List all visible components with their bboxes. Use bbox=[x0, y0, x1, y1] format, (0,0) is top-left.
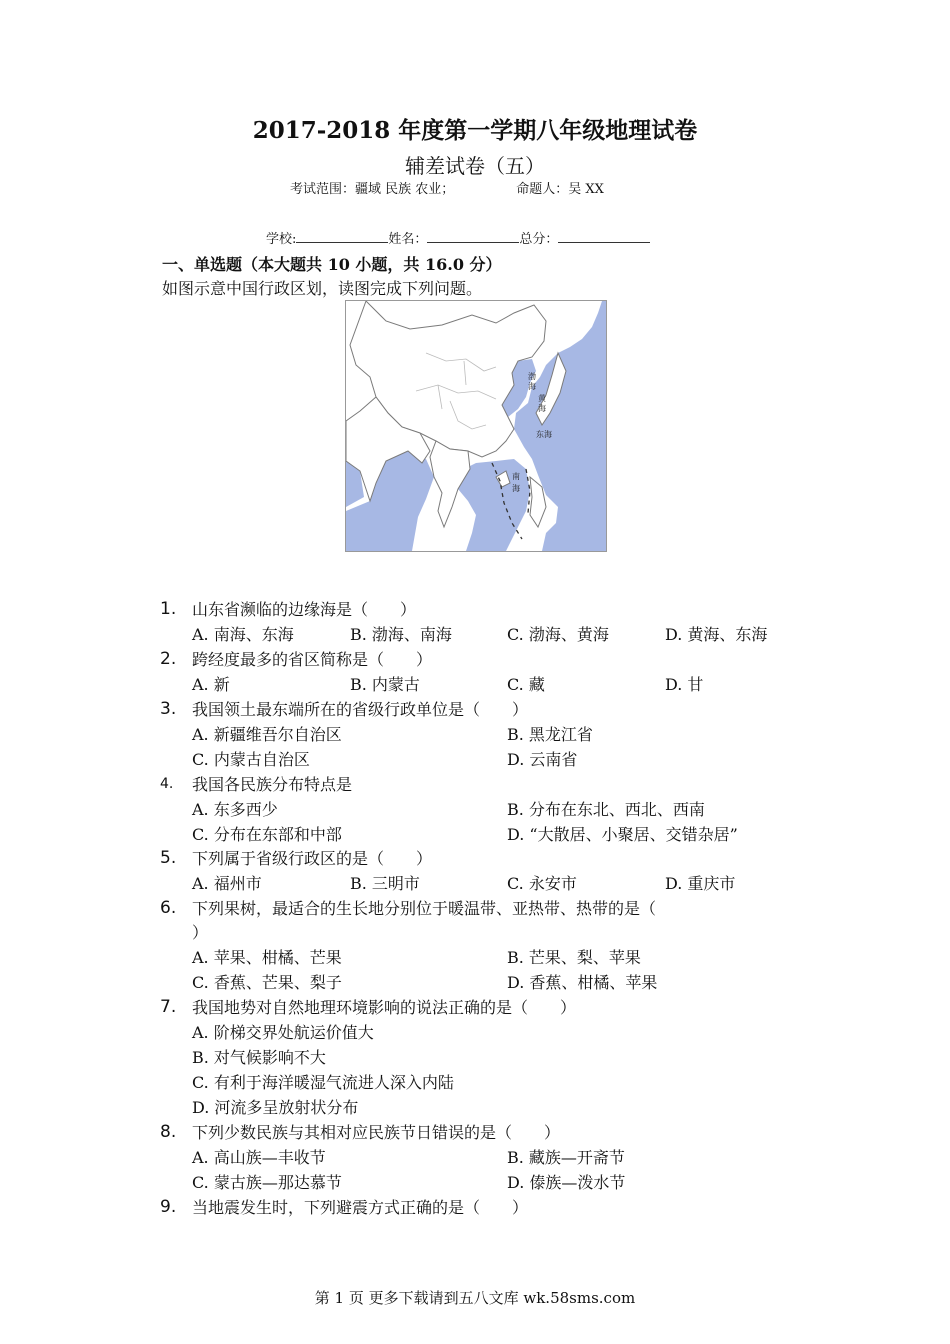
map-label-donghai: 东海 bbox=[536, 430, 552, 439]
score-blank[interactable] bbox=[558, 230, 650, 243]
map-label-nan-hai: 海 bbox=[512, 484, 520, 493]
q8-option-b[interactable]: B. 藏族—开斋节 bbox=[507, 1148, 625, 1167]
question-number: 5. bbox=[160, 848, 177, 868]
section-heading bbox=[162, 252, 502, 275]
section-desc: （本大题共 10 小题，共 16.0 分） bbox=[242, 255, 502, 274]
q7-option-b[interactable]: B. 对气候影响不大 bbox=[192, 1048, 326, 1067]
q8-option-c[interactable]: C. 蒙古族—那达慕节 bbox=[192, 1173, 342, 1192]
question-text: 我国地势对自然地理环境影响的说法正确的是（ ） bbox=[192, 998, 577, 1017]
student-info-fields bbox=[266, 228, 650, 247]
section-intro: 如图示意中国行政区划，读图完成下列问题。 bbox=[162, 279, 483, 298]
q6-option-a[interactable]: A. 苹果、柑橘、芒果 bbox=[192, 948, 342, 967]
exam-meta bbox=[290, 178, 604, 197]
q7-option-c[interactable]: C. 有利于海洋暖湿气流进人深入内陆 bbox=[192, 1073, 454, 1092]
map-label-huang-hai: 海 bbox=[538, 404, 546, 413]
q3-option-b[interactable]: B. 黑龙江省 bbox=[507, 725, 593, 744]
q7-option-d[interactable]: D. 河流多呈放射状分布 bbox=[192, 1098, 359, 1117]
q6-option-c[interactable]: C. 香蕉、芒果、梨子 bbox=[192, 973, 342, 992]
question-number: 2. bbox=[160, 649, 177, 669]
q5-option-c[interactable]: C. 永安市 bbox=[507, 874, 577, 893]
exam-title: 2017-2018 年度第一学期八年级地理试卷 bbox=[252, 117, 698, 144]
question-number: 7. bbox=[160, 997, 177, 1017]
name-blank[interactable] bbox=[427, 230, 519, 243]
question-number: 1. bbox=[160, 599, 177, 619]
q6-option-d[interactable]: D. 香蕉、柑橘、苹果 bbox=[507, 973, 658, 992]
map-label-nan: 南 bbox=[512, 472, 520, 481]
q6-option-b[interactable]: B. 芒果、梨、苹果 bbox=[507, 948, 641, 967]
q2-option-a[interactable]: A. 新 bbox=[192, 675, 230, 694]
q3-option-d[interactable]: D. 云南省 bbox=[507, 750, 578, 769]
map-graphic bbox=[346, 301, 606, 551]
q1-option-b[interactable]: B. 渤海、南海 bbox=[350, 625, 452, 644]
question-number: 4. bbox=[160, 776, 174, 792]
q4-option-d[interactable]: D. “大散居、小聚居、交错杂居” bbox=[507, 825, 738, 844]
question-text: 我国领土最东端所在的省级行政单位是（ ） bbox=[192, 700, 529, 719]
question-text: 跨经度最多的省区简称是（ ） bbox=[192, 650, 433, 669]
question-text: 下列少数民族与其相对应民族节日错误的是（ ） bbox=[192, 1123, 561, 1142]
q5-option-a[interactable]: A. 福州市 bbox=[192, 874, 262, 893]
map-label-huang: 黄 bbox=[538, 394, 546, 403]
q2-option-d[interactable]: D. 甘 bbox=[665, 675, 704, 694]
name-label: 姓名： bbox=[388, 232, 428, 247]
question-text: 下列属于省级行政区的是（ ） bbox=[192, 849, 433, 868]
school-label: 学校: bbox=[266, 232, 297, 247]
question-number: 9. bbox=[160, 1197, 177, 1217]
q7-option-a[interactable]: A. 阶梯交界处航运价值大 bbox=[192, 1023, 374, 1042]
q4-option-c[interactable]: C. 分布在东部和中部 bbox=[192, 825, 342, 844]
q2-option-b[interactable]: B. 内蒙古 bbox=[350, 675, 420, 694]
q5-option-d[interactable]: D. 重庆市 bbox=[665, 874, 736, 893]
exam-subtitle: 辅差试卷（五） bbox=[405, 154, 545, 178]
score-label: 总分： bbox=[519, 232, 559, 247]
question-number: 6. bbox=[160, 898, 177, 918]
q4-option-a[interactable]: A. 东多西少 bbox=[192, 800, 278, 819]
q1-option-c[interactable]: C. 渤海、黄海 bbox=[507, 625, 609, 644]
question-6-continued: ） bbox=[192, 923, 209, 942]
q4-option-b[interactable]: B. 分布在东北、西北、西南 bbox=[507, 800, 705, 819]
q8-option-a[interactable]: A. 高山族—丰收节 bbox=[192, 1148, 326, 1167]
question-text: 当地震发生时，下列避震方式正确的是（ ） bbox=[192, 1198, 529, 1217]
exam-author: 命题人：吴 XX bbox=[516, 182, 604, 197]
question-number: 8. bbox=[160, 1122, 177, 1142]
question-text: 我国各民族分布特点是 bbox=[192, 775, 353, 794]
section-title: 一、单选题 bbox=[162, 255, 243, 274]
china-admin-map bbox=[345, 300, 607, 552]
map-label-bo: 渤 bbox=[528, 372, 536, 381]
q8-option-d[interactable]: D. 傣族—泼水节 bbox=[507, 1173, 626, 1192]
question-text: 山东省濒临的边缘海是（ ） bbox=[192, 600, 417, 619]
question-number: 3. bbox=[160, 699, 177, 719]
q1-option-d[interactable]: D. 黄海、东海 bbox=[665, 625, 768, 644]
exam-scope: 考试范围：疆域 民族 农业； bbox=[290, 182, 455, 197]
q2-option-c[interactable]: C. 藏 bbox=[507, 675, 545, 694]
q1-option-a[interactable]: A. 南海、东海 bbox=[192, 625, 294, 644]
q3-option-c[interactable]: C. 内蒙古自治区 bbox=[192, 750, 310, 769]
question-text: 下列果树，最适合的生长地分别位于暖温带、亚热带、热带的是（ bbox=[192, 899, 657, 918]
q5-option-b[interactable]: B. 三明市 bbox=[350, 874, 420, 893]
q3-option-a[interactable]: A. 新疆维吾尔自治区 bbox=[192, 725, 342, 744]
school-blank[interactable] bbox=[296, 230, 388, 243]
map-label-bo-hai: 海 bbox=[528, 382, 536, 391]
page-footer: 第 1 页 更多下载请到五八文库 wk.58sms.com bbox=[314, 1289, 636, 1307]
